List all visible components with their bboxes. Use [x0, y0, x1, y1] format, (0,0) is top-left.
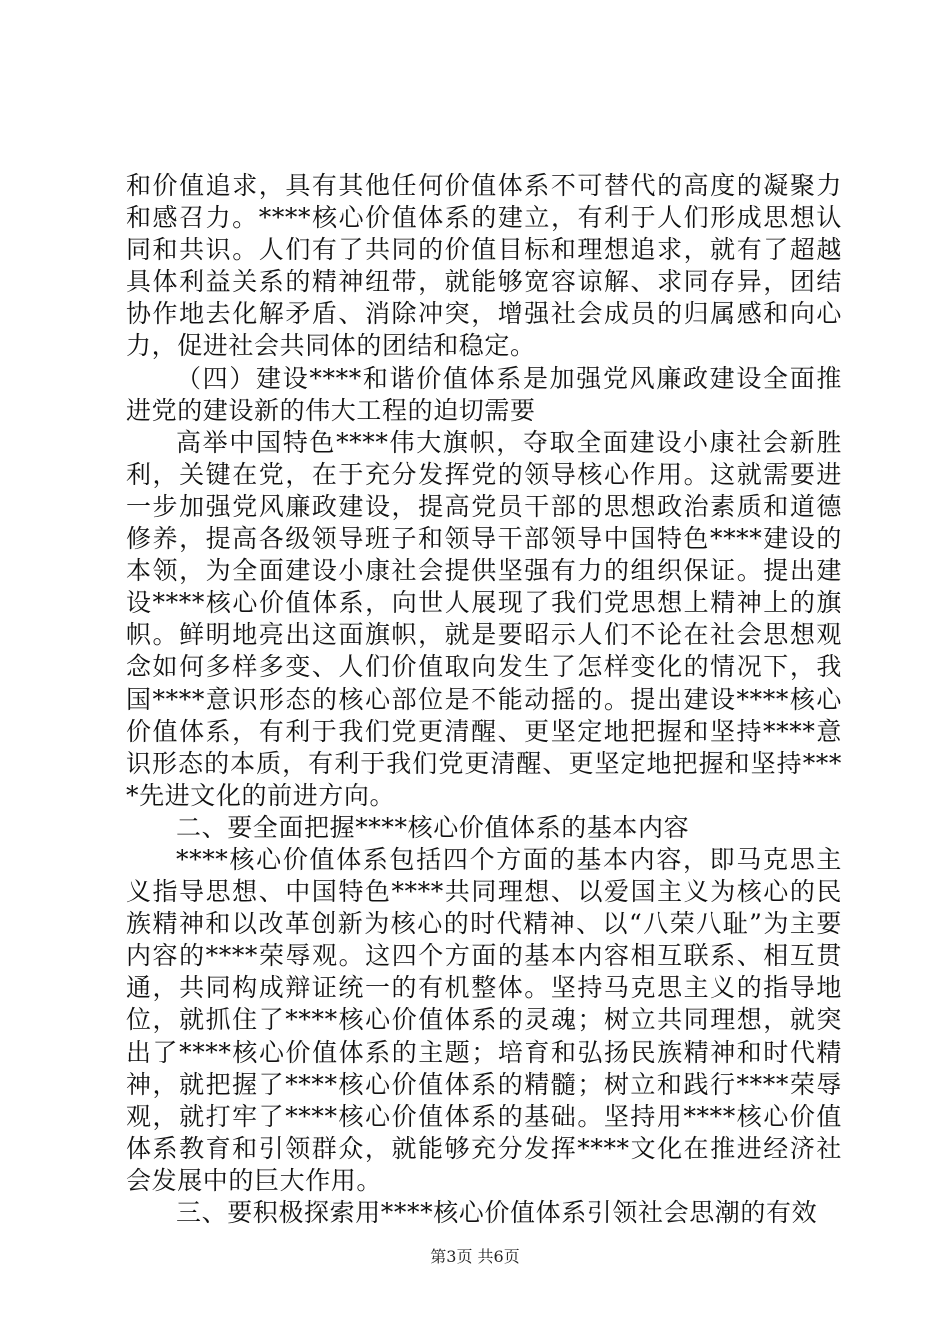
page-footer	[0, 1244, 950, 1267]
section-heading-two: 二、要全面把握****核心价值体系的基本内容	[176, 812, 690, 842]
page-number-label: 第3页 共6页	[430, 1247, 520, 1266]
subheading-four: （四）建设****和谐价值体系是加强党风廉政建设全面推进党的建设新的伟大工程的迫切需要	[126, 363, 842, 425]
paragraph-continuation: 和价值追求，具有其他任何价值体系不可替代的高度的凝聚力和感召力。****核心价值体系的建立，有利于人们形成思想认同和共识。人们有了共同的价值目标和理想追求，就有了超越具体利益关系的精神纽带，就能够宽容谅解、求同存异，团结协作地去化解矛盾、消除冲突，增强社会成员的归属感和向心力，促进社会共同体的团结和稳定。	[126, 171, 842, 361]
paragraph-body: 高举中国特色****伟大旗帜，夺取全面建设小康社会新胜利，关键在党，在于充分发挥党的领导核心作用。这就需要进一步加强党风廉政建设，提高党员干部的思想政治素质和道德修养，提高各级领导班子和领导干部领导中国特色****建设的本领，为全面建设小康社会提供坚强有力的组织保证。提出建设****核心价值体系，向世人展现了我们党思想上精神上的旗帜。鲜明地亮出这面旗帜，就是要昭示人们不论在社会思想观念如何多样多变、人们价值取向发生了怎样变化的情况下，我国****意识形态的核心部位是不能动摇的。提出建设****核心价值体系，有利于我们党更清醒、更坚定地把握和坚持****意识形态的本质，有利于我们党更清醒、更坚定地把握和坚持****先进文化的前进方向。	[126, 427, 842, 810]
section-heading-three: 三、要积极探索用****核心价值体系引领社会思潮的有效	[176, 1198, 818, 1227]
paragraph-body: ****核心价值体系包括四个方面的基本内容，即马克思主义指导思想、中国特色****共同理想、以爱国主义为核心的民族精神和以改革创新为核心的时代精神、以“八荣八耻”为主要内容的****荣辱观。这四个方面的基本内容相互联系、相互贯通，共同构成辩证统一的有机整体。坚持马克思主义的指导地位，就抓住了****核心价值体系的灵魂；树立共同理想，就突出了****核心价值体系的主题；培育和弘扬民族精神和时代精神，就把握了****核心价值体系的精髓；树立和践行****荣辱观，就打牢了****核心价值体系的基础。坚持用****核心价值体系教育和引领群众，就能够充分发挥****文化在推进经济社会发展中的巨大作用。	[126, 844, 842, 1195]
document-body	[126, 170, 842, 1229]
